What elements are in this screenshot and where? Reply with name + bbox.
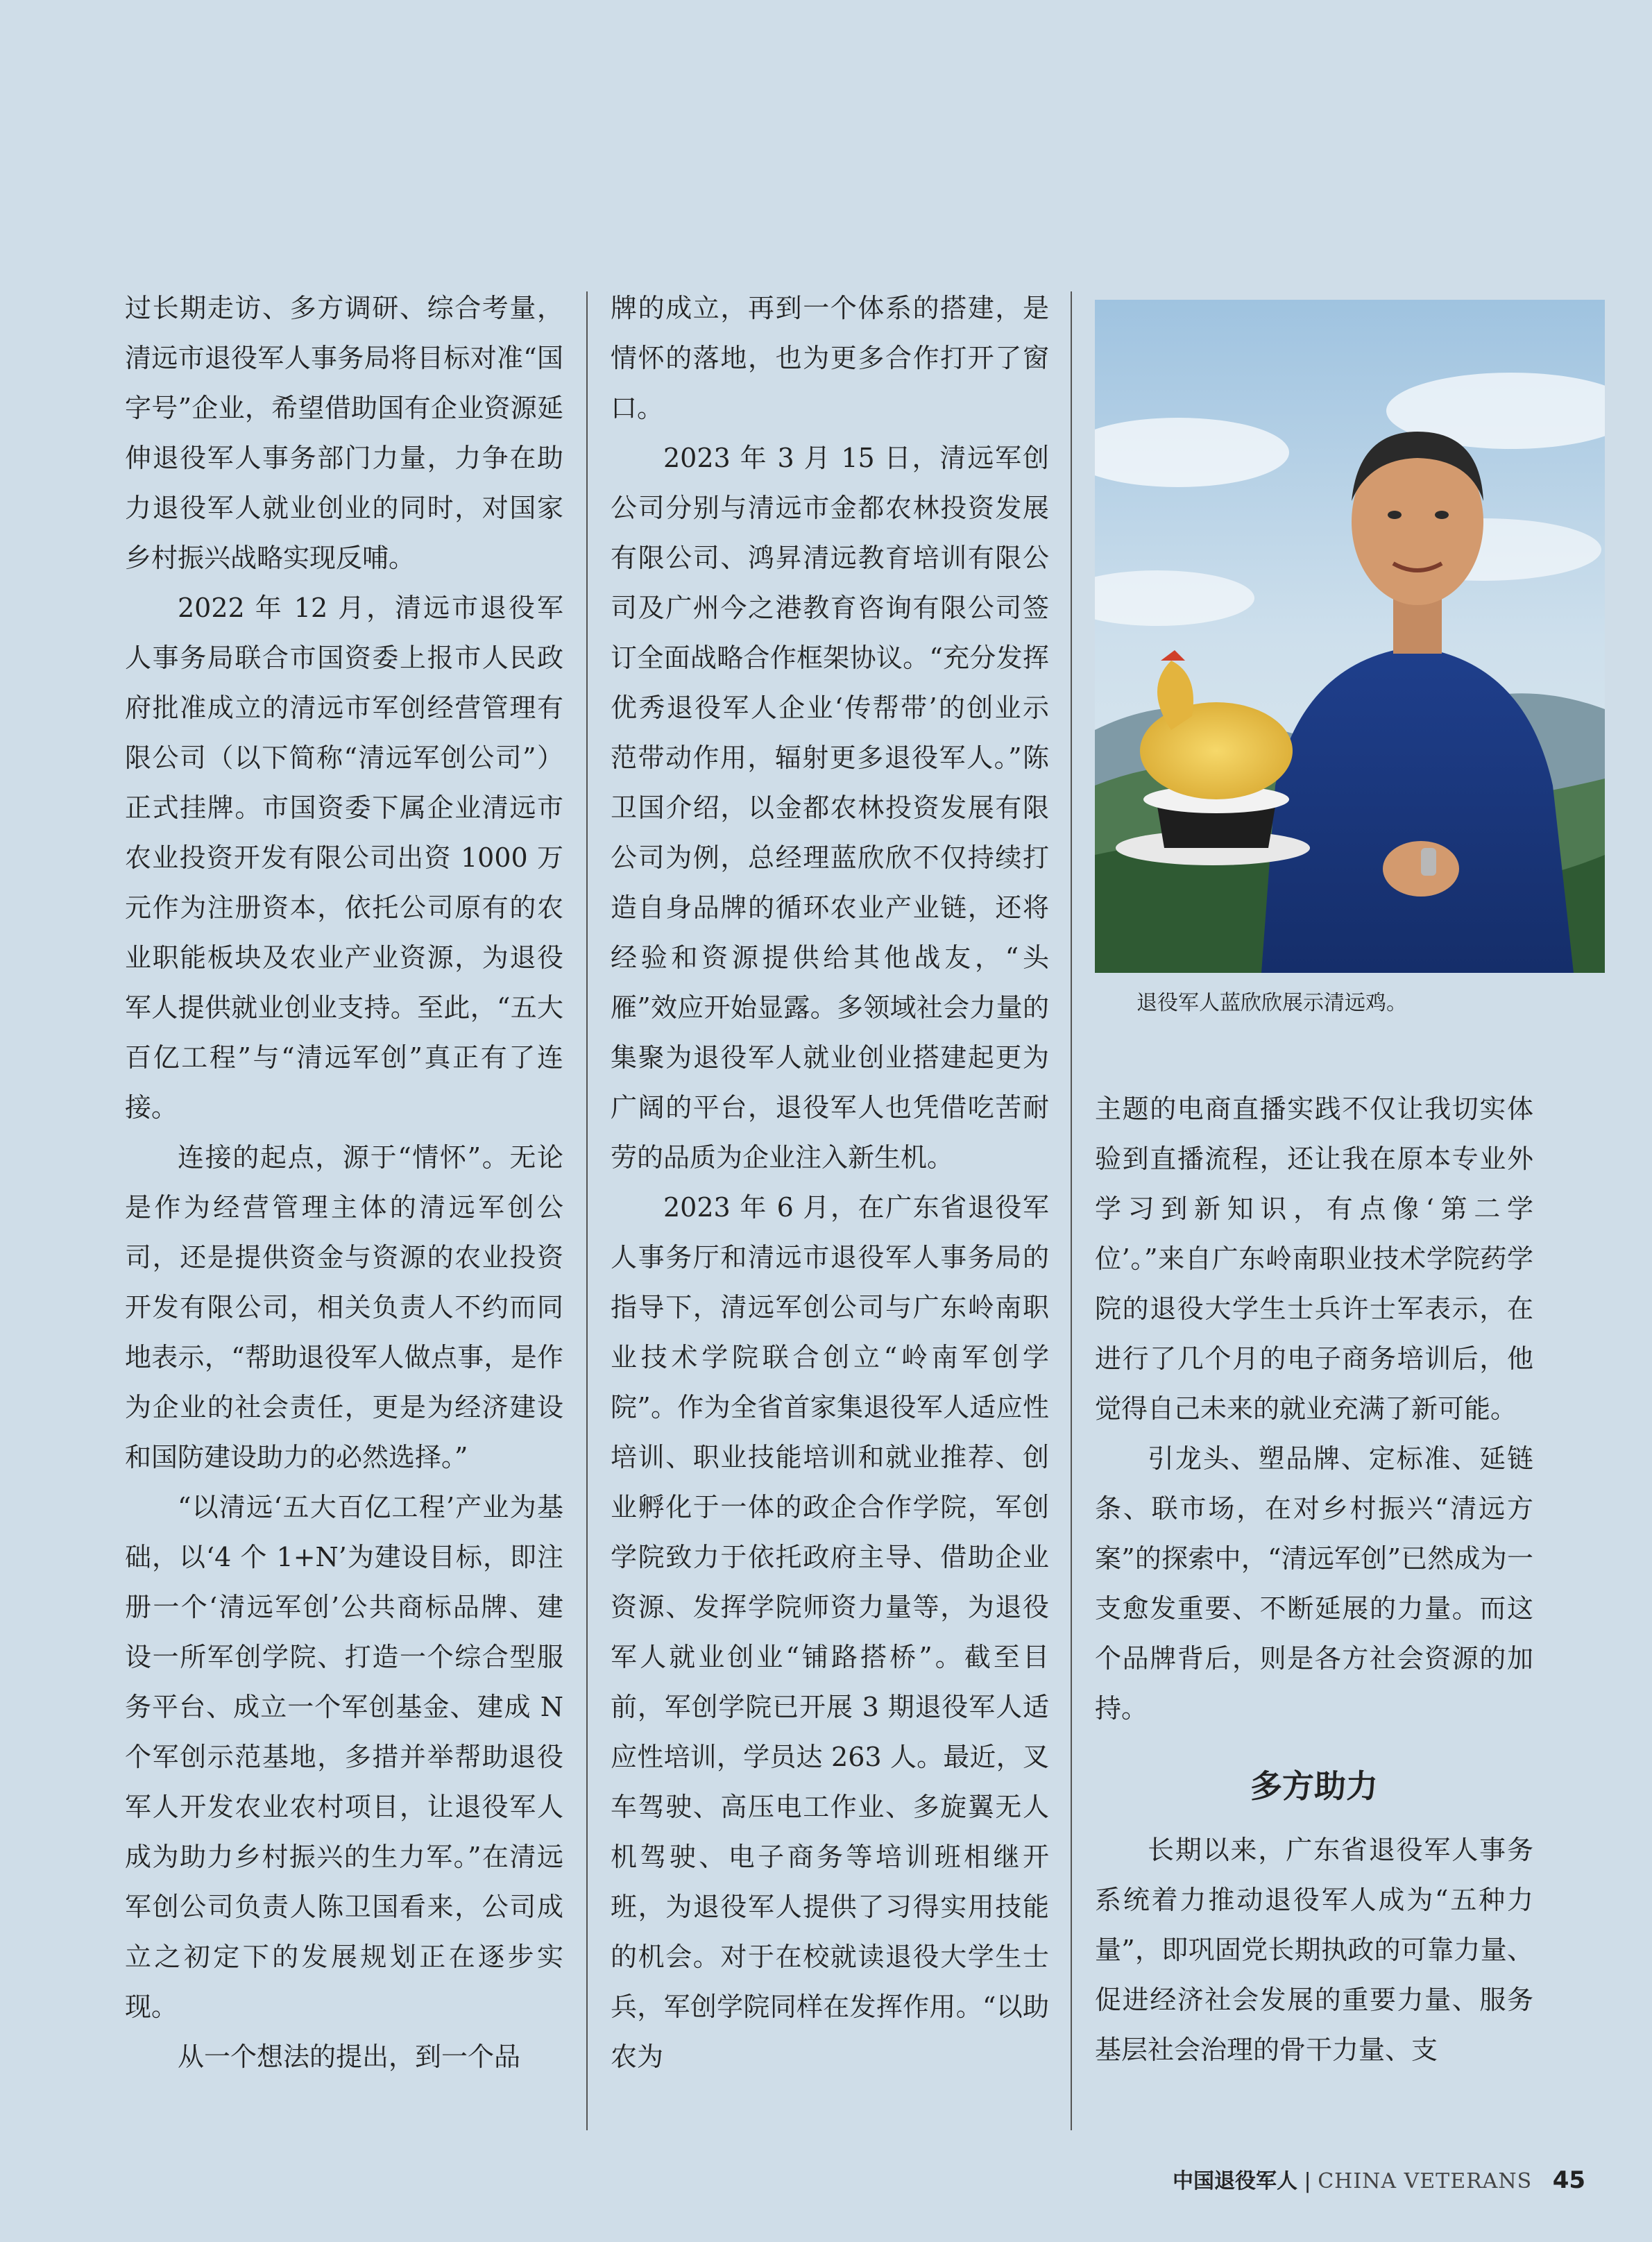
article-column-1: [125, 283, 563, 2082]
magazine-title-zh: 中国退役军人: [1173, 2169, 1297, 2193]
photo-veteran-with-chicken: [1095, 300, 1605, 973]
column-divider: [586, 291, 588, 2130]
photo-caption: 退役军人蓝欣欣展示清远鸡。: [1136, 991, 1407, 1015]
paragraph: 2023 年 3 月 15 日，清远军创公司分别与清远市金都农林投资发展有限公司、鸿昇清远教育培训有限公司及广州今之港教育咨询有限公司签订全面战略合作框架协议。“充分发挥优秀退役军人企业‘传帮带’的创业示范带动作用，辐射更多退役军人。”陈卫国介绍，以金都农林投资发展有限公司为例，总经理蓝欣欣不仅持续打造自身品牌的循环农业产业链，还将经验和资源提供给其他战友，“头雁”效应开始显露。多领域社会力量的集聚为退役军人就业创业搭建起更为广阔的平台，退役军人也凭借吃苦耐劳的品质为企业注入新生机。: [611, 443, 1049, 1173]
paragraph: 2022 年 12 月，清远市退役军人事务局联合市国资委上报市人民政府批准成立的清远市军创经营管理有限公司（以下简称“清远军创公司”）正式挂牌。市国资委下属企业清远市农业投资开发有限公司出资 1000 万元作为注册资本，依托公司原有的农业职能板块及农业产业资源，为退役军人提供就业创业支持。至此，“五大百亿工程”与“清远军创”真正有了连接。: [125, 593, 563, 1123]
article-column-3: [1095, 1084, 1533, 2075]
footer-separator: |: [1304, 2169, 1311, 2193]
paragraph: 主题的电商直播实践不仅让我切实体验到直播流程，还让我在原本专业外学习到新知识，有点像‘第二学位’。”来自广东岭南职业技术学院药学院的退役大学生士兵许士军表示，在进行了几个月的电子商务培训后，他觉得自己未来的就业充满了新可能。: [1095, 1094, 1533, 1424]
paragraph: 连接的起点，源于“情怀”。无论是作为经营管理主体的清远军创公司，还是提供资金与资源的农业投资开发有限公司，相关负责人不约而同地表示，“帮助退役军人做点事，是作为企业的社会责任，更是为经济建设和国防建设助力的必然选择。”: [125, 1142, 563, 1472]
paragraph: 过长期走访、多方调研、综合考量，清远市退役军人事务局将目标对准“国字号”企业，希望借助国有企业资源延伸退役军人事务部门力量，力争在助力退役军人就业创业的同时，对国家乡村振兴战略实现反哺。: [125, 293, 563, 573]
paragraph: 引龙头、塑品牌、定标准、延链条、联市场，在对乡村振兴“清远方案”的探索中，“清远军创”已然成为一支愈发重要、不断延展的力量。而这个品牌背后，则是各方社会资源的加持。: [1095, 1443, 1533, 1724]
paragraph: 2023 年 6 月，在广东省退役军人事务厅和清远市退役军人事务局的指导下，清远军创公司与广东岭南职业技术学院联合创立“岭南军创学院”。作为全省首家集退役军人适应性培训、职业技能培训和就业推荐、创业孵化于一体的政企合作学院，军创学院致力于依托政府主导、借助企业资源、发挥学院师资力量等，为退役军人就业创业“铺路搭桥”。截至目前，军创学院已开展 3 期退役军人适应性培训，学员达 263 人。最近，叉车驾驶、高压电工作业、多旋翼无人机驾驶、电子商务等培训班相继开班，为退役军人提供了习得实用技能的机会。对于在校就读退役大学生士兵，军创学院同样在发挥作用。“以助农为: [611, 1192, 1049, 2072]
section-heading: 多方助力: [1250, 1767, 1378, 1805]
column-divider: [1071, 291, 1072, 2130]
paragraph: 长期以来，广东省退役军人事务系统着力推动退役军人成为“五种力量”，即巩固党长期执政的可靠力量、促进经济社会发展的重要力量、服务基层社会治理的骨干力量、支: [1095, 1835, 1533, 2065]
paragraph: 从一个想法的提出，到一个品: [178, 2041, 521, 2072]
magazine-title-en: CHINA VETERANS: [1318, 2169, 1533, 2193]
paragraph: 牌的成立，再到一个体系的搭建，是情怀的落地，也为更多合作打开了窗口。: [611, 293, 1049, 423]
article-column-2: [611, 283, 1049, 2082]
paragraph: “以清远‘五大百亿工程’产业为基础，以‘4 个 1+N’为建设目标，即注册一个‘清远军创’公共商标品牌、建设一所军创学院、打造一个综合型服务平台、成立一个军创基金、建成 N 个军创示范基地，多措并举帮助退役军人开发农业农村项目，让退役军人成为助力乡村振兴的生力军。”在清远军创公司负责人陈卫国看来，公司成立之初定下的发展规划正在逐步实现。: [125, 1492, 563, 2022]
page-number: 45: [1552, 2166, 1586, 2194]
page-footer: [1173, 2164, 1585, 2194]
